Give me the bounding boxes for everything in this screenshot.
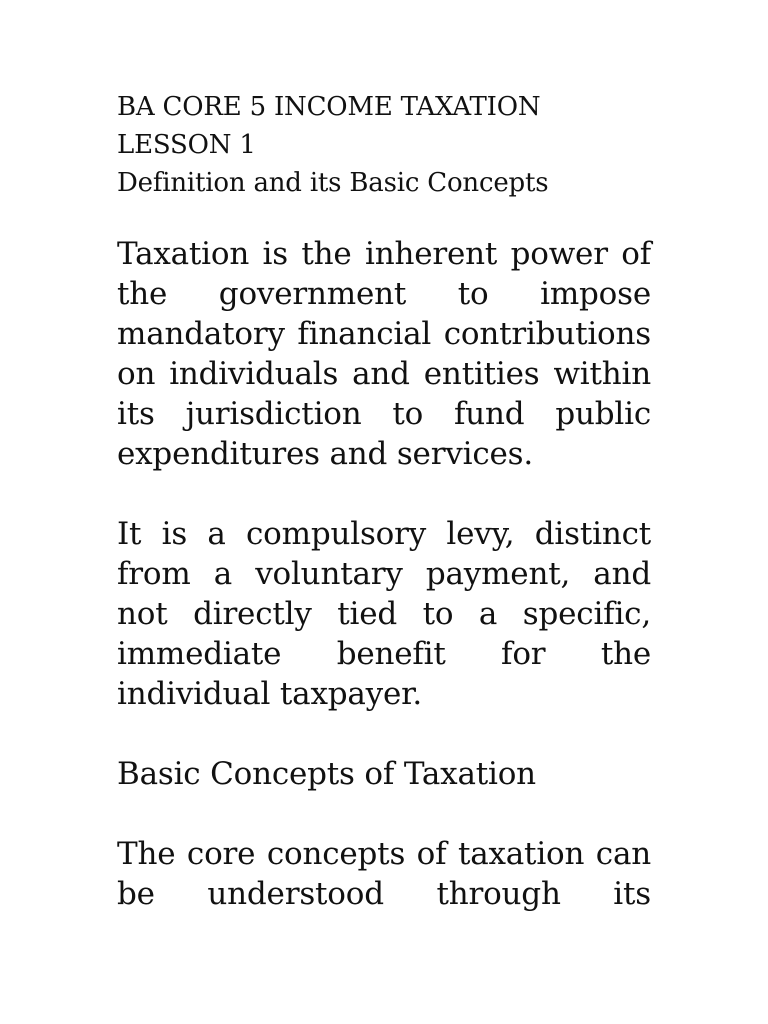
- document-header: [117, 88, 651, 202]
- definition-paragraph: Taxation is the inherent power of the government to impose mandatory financial contributions on individuals and entities within its jurisdiction to fund public expenditures and services.: [117, 236, 651, 472]
- lesson-number: LESSON 1: [117, 130, 256, 160]
- section-heading: Basic Concepts of Taxation: [117, 756, 536, 792]
- concepts-paragraph: The core concepts of taxation can be understood through its: [117, 836, 651, 912]
- course-title: BA CORE 5 INCOME TAXATION: [117, 92, 541, 122]
- lesson-topic: Definition and its Basic Concepts: [117, 168, 549, 198]
- levy-paragraph: It is a compulsory levy, distinct from a voluntary payment, and not directly tied to a specific, immediate benefit for the individual taxpayer.: [117, 516, 651, 712]
- document-page: [117, 88, 651, 954]
